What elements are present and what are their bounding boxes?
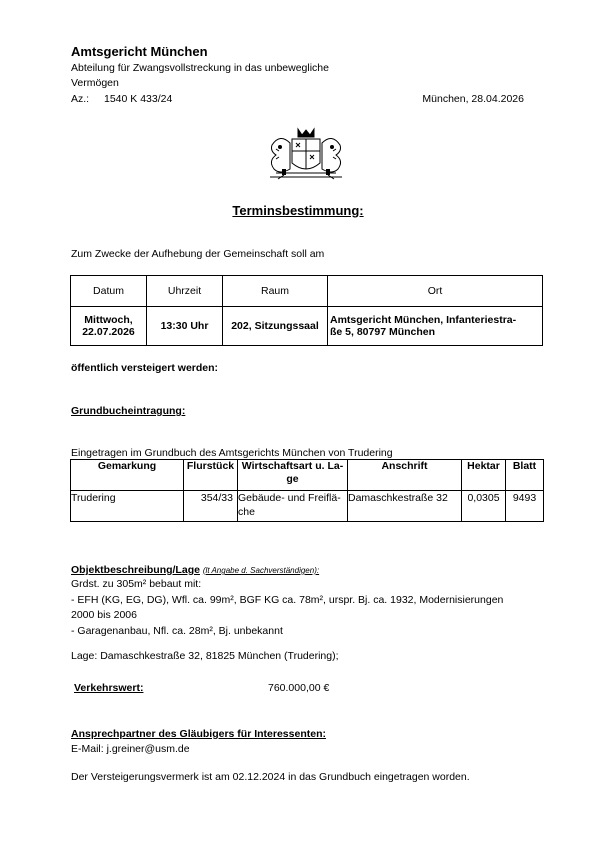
header-blatt: Blatt bbox=[506, 460, 544, 491]
cell-blatt: 9493 bbox=[506, 491, 544, 522]
description-line: 2000 bis 2006 bbox=[71, 609, 137, 621]
case-number-label: Az.: bbox=[71, 93, 90, 105]
object-heading bbox=[71, 564, 319, 576]
header-gemarkung: Gemarkung bbox=[71, 460, 184, 491]
court-name: Amtsgericht München bbox=[71, 44, 208, 59]
document-title: Terminsbestimmung: bbox=[232, 203, 364, 218]
case-number: 1540 K 433/24 bbox=[104, 93, 173, 105]
cell-gemarkung: Trudering bbox=[71, 491, 184, 522]
auction-statement: öffentlich versteigert werden: bbox=[71, 362, 219, 374]
bavarian-coat-of-arms-seal bbox=[262, 125, 350, 183]
market-value: 760.000,00 € bbox=[268, 682, 330, 694]
market-value-label: Verkehrswert: bbox=[74, 682, 144, 694]
description-line: Grdst. zu 305m² bebaut mit: bbox=[71, 578, 202, 590]
cell-flurstueck: 354/33 bbox=[184, 491, 238, 522]
land-register-heading: Grundbucheintragung: bbox=[71, 405, 186, 417]
header-hektar: Hektar bbox=[462, 460, 506, 491]
header-flurstueck: Flurstück bbox=[184, 460, 238, 491]
table-row bbox=[71, 491, 544, 522]
cell-wirtschaftsart: Gebäude- und Freiflä- che bbox=[238, 491, 348, 522]
description-line: - Garagenanbau, Nfl. ca. 28m², Bj. unbekannt bbox=[71, 624, 283, 637]
header-anschrift: Anschrift bbox=[348, 460, 462, 491]
object-heading-note: (lt Angabe d. Sachverständigen): bbox=[202, 566, 320, 575]
header-raum: Raum bbox=[223, 276, 328, 307]
header-ort: Ort bbox=[328, 276, 543, 307]
cell-anschrift: Damaschkestraße 32 bbox=[348, 491, 462, 522]
appointment-table bbox=[70, 275, 543, 346]
contact-email: E-Mail: j.greiner@usm.de bbox=[71, 743, 190, 755]
header-datum: Datum bbox=[71, 276, 147, 307]
land-register-text: Eingetragen im Grundbuch des Amtsgerichts München von Trudering bbox=[71, 447, 393, 459]
contact-heading: Ansprechpartner des Gläubigers für Interessenten: bbox=[71, 728, 326, 740]
object-location: Lage: Damaschkestraße 32, 81825 München (Trudering); bbox=[71, 650, 339, 662]
appointment-time: 13:30 Uhr bbox=[147, 307, 223, 346]
header-wirtschaftsart: Wirtschaftsart u. La- ge bbox=[238, 460, 348, 491]
land-register-table bbox=[70, 459, 544, 522]
intro-text: Zum Zwecke der Aufhebung der Gemeinschaft soll am bbox=[71, 248, 325, 260]
department-line-2: Vermögen bbox=[71, 77, 119, 89]
department-line-1: Abteilung für Zwangsvollstreckung in das unbewegliche bbox=[71, 62, 329, 74]
appointment-place: Amtsgericht München, Infanteriestra- ße 5, 80797 München bbox=[328, 307, 543, 346]
object-heading-text: Objektbeschreibung/Lage bbox=[71, 564, 200, 576]
register-note: Der Versteigerungsvermerk ist am 02.12.2024 in das Grundbuch eingetragen worden. bbox=[71, 771, 470, 783]
header-uhrzeit: Uhrzeit bbox=[147, 276, 223, 307]
appointment-room: 202, Sitzungssaal bbox=[223, 307, 328, 346]
place-date: München, 28.04.2026 bbox=[422, 93, 524, 105]
description-line: - EFH (KG, EG, DG), Wfl. ca. 99m², BGF KG ca. 78m², urspr. Bj. ca. 1932, Modernisierungen bbox=[71, 593, 504, 606]
cell-hektar: 0,0305 bbox=[462, 491, 506, 522]
object-description bbox=[71, 577, 541, 639]
appointment-date: Mittwoch, 22.07.2026 bbox=[71, 307, 147, 346]
